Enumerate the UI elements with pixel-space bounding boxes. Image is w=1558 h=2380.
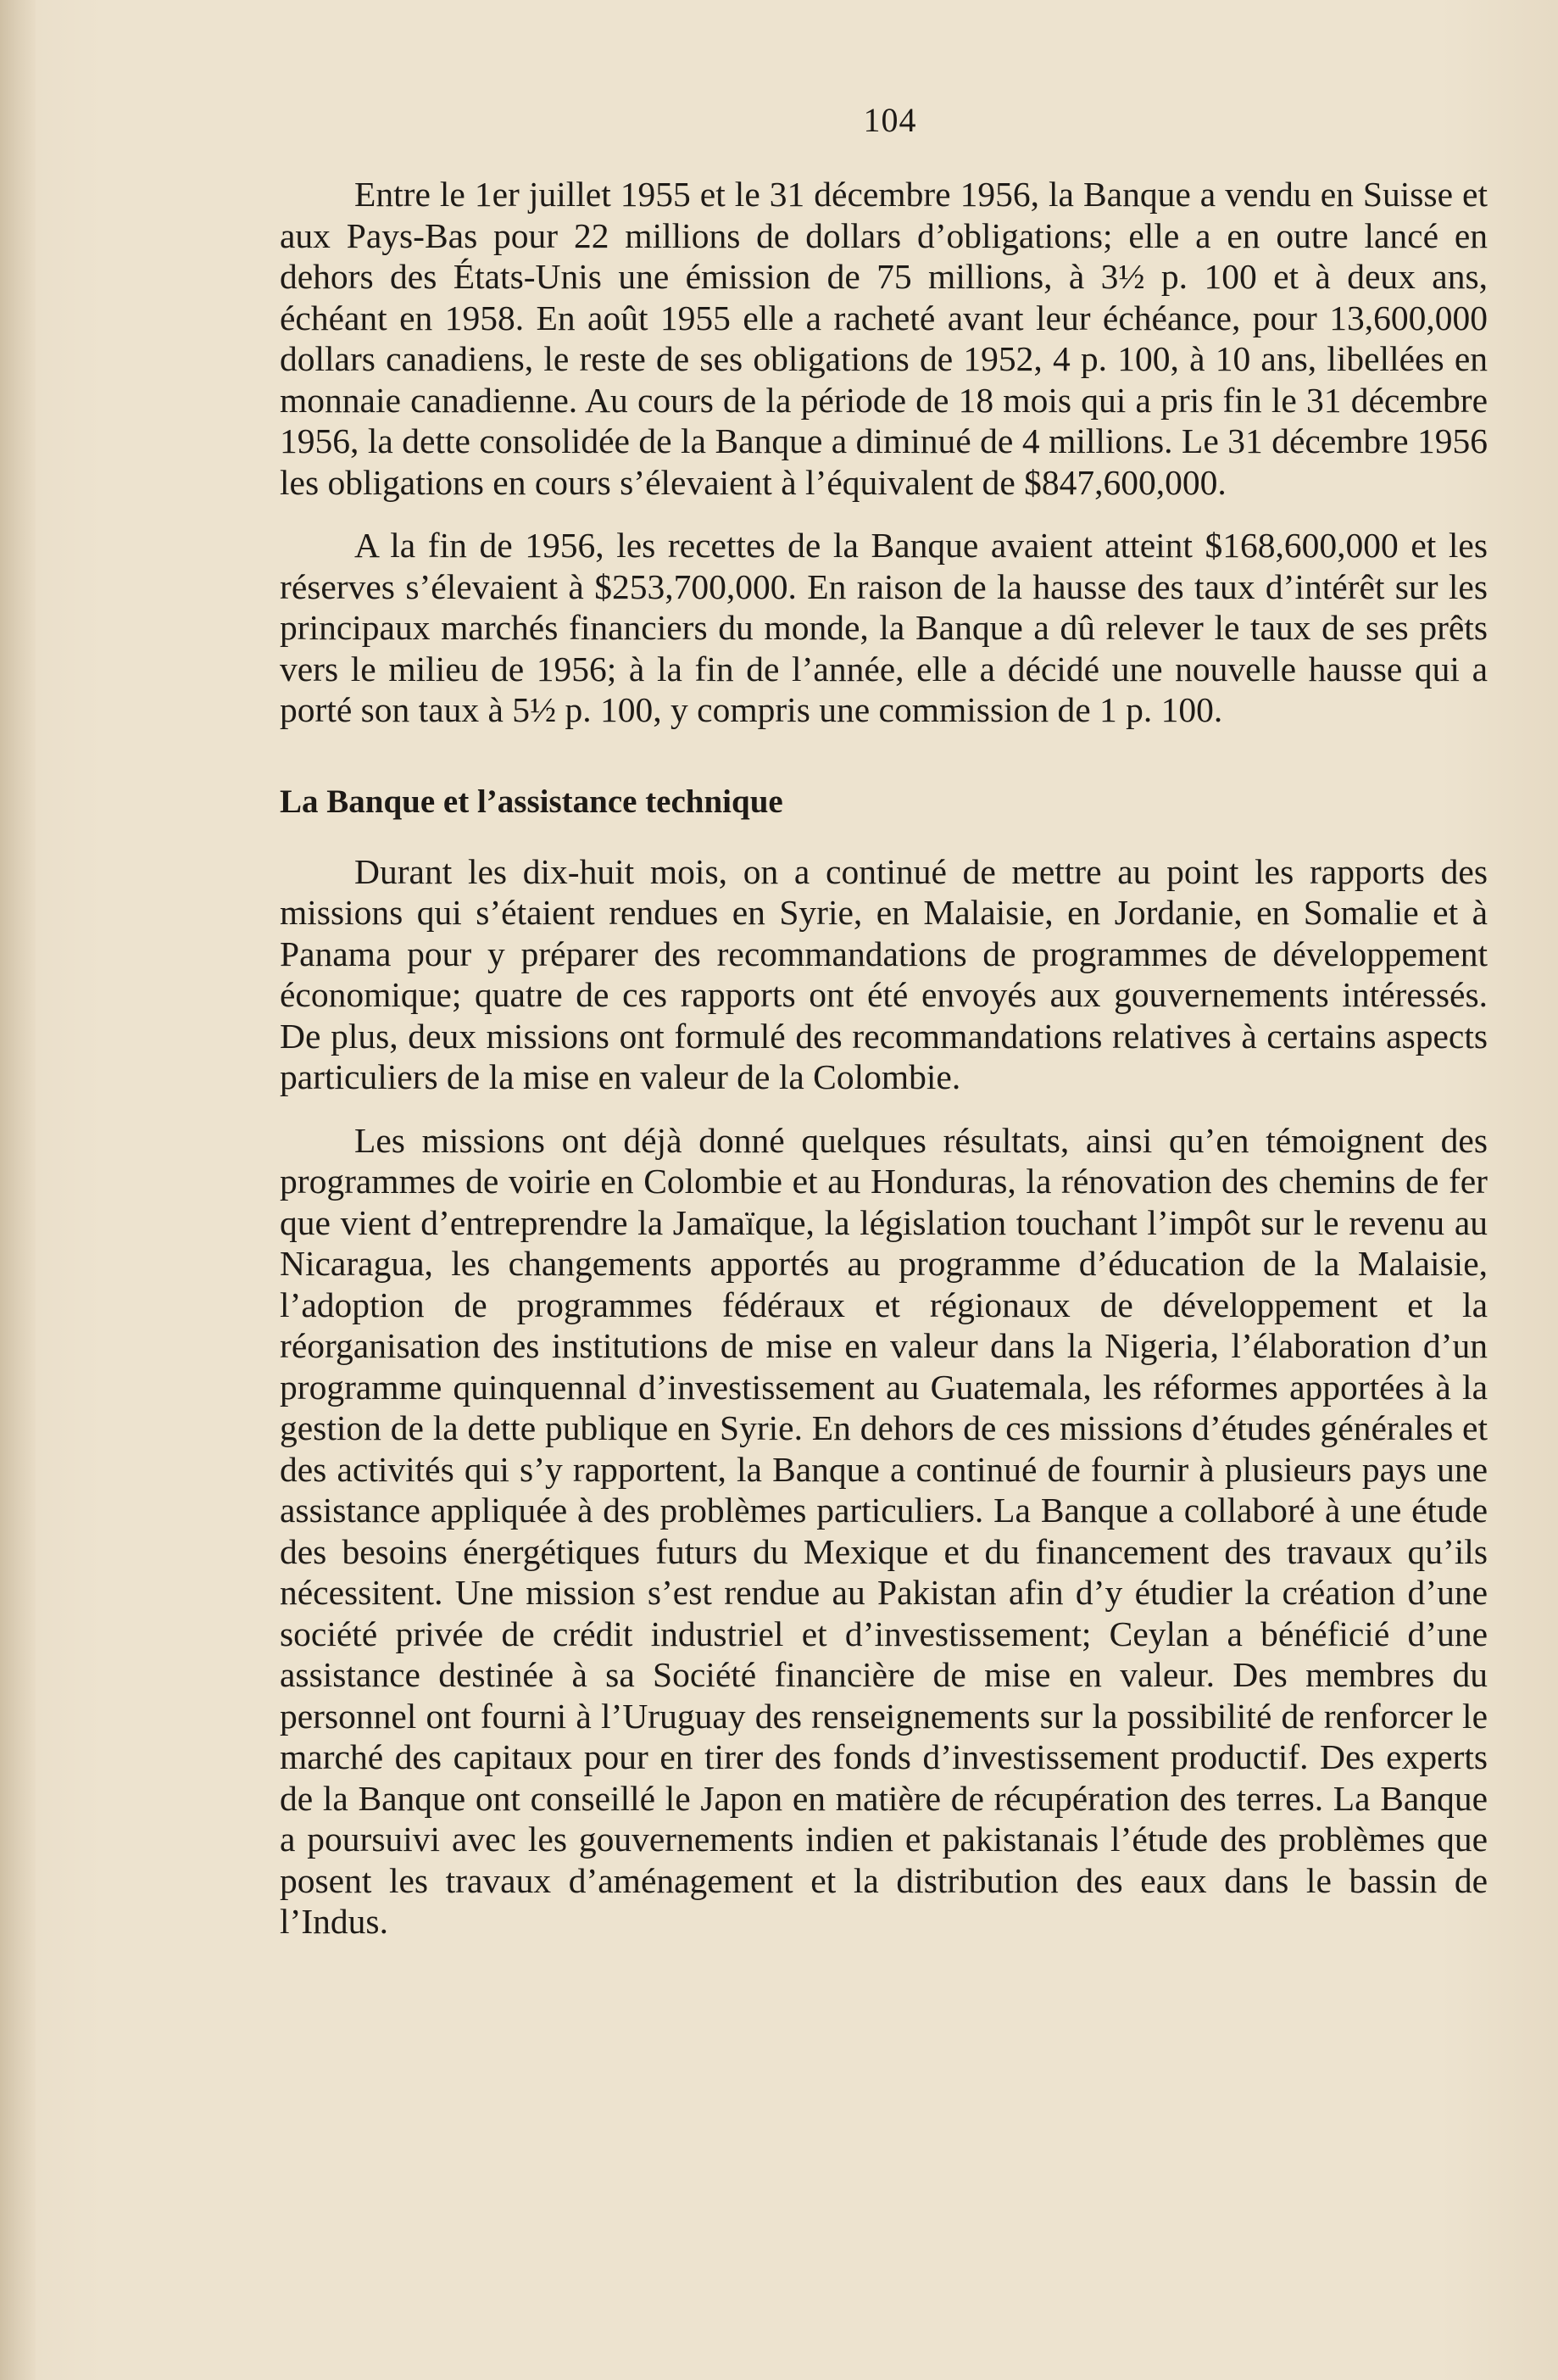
section-heading: La Banque et l’assistance technique bbox=[280, 783, 783, 820]
paragraph-earnings-reserves: A la fin de 1956, les recettes de la Banque avaient atteint $168,600,000 et les réserves s’élevaient à $253,700,000. En raison de la hausse des taux d’intérêt sur les principaux marchés financiers du monde, la Banque a dû relever le taux de ses prêts vers le milieu de 1956; à la fin de l’année, elle a décidé une nouvelle hausse qui a porté son taux à 5½ p. 100, y compris une commission de 1 p. 100. bbox=[280, 526, 1488, 729]
paragraph-mission-reports: Durant les dix-huit mois, on a continué de mettre au point les rapports des missions qui s’étaient rendues en Syrie, en Malaisie, en Jordanie, en Somalie et à Panama pour y préparer des recommandations de programmes de développement économique; quatre de ces rapports ont été envoyés aux gouvernements intéressés. De plus, deux missions ont formulé des recommandations relatives à certains aspects particuliers de la mise en valeur de la Colombie. bbox=[280, 851, 1488, 1096]
book-spine-shadow bbox=[0, 0, 36, 2380]
paragraph-mission-results: Les missions ont déjà donné quelques résultats, ainsi qu’en témoignent des programmes de voirie en Colombie et au Honduras, la rénovation des chemins de fer que vient d’entreprendre la Jamaïque, la législation touchant l’impôt sur le revenu au Nicaragua, les changements apportés au programme d’éducation de la Malaisie, l’adoption de programmes fédéraux et régionaux de développement et la réorganisation des institutions de mise en valeur dans la Nigeria, l’élaboration d’un programme quinquennal d’investissement au Guatemala, les réformes apportées à la gestion de la dette publique en Syrie. En dehors de ces missions d’études générales et des activités qui s’y rapportent, la Banque a continué de fournir à plusieurs pays une assistance appliquée à des problèmes particuliers. La Banque a collaboré à une étude des besoins énergétiques futurs du Mexique et du financement des travaux qu’ils nécessitent. Une mission s’est rendue au Pakistan afin d’y étudier la création d’une société privée de crédit industriel et d’investissement; Ceylan a bénéficié d’une assistance destinée à sa Société financière de mise en valeur. Des membres du personnel ont fourni à l’Uruguay des renseignements sur la possibilité de renforcer le marché des capitaux pour en tirer des fonds d’investissement productif. Des experts de la Banque ont conseillé le Japon en matière de récupération des terres. La Banque a poursuivi avec les gouvernements indien et pakistanais l’étude des problèmes que posent les travaux d’aménagement et la distribution des eaux dans le bassin de l’Indus. bbox=[280, 1120, 1488, 1941]
body-text bbox=[280, 174, 1488, 1942]
page-number: 104 bbox=[863, 101, 917, 139]
paragraph-bond-sales: Entre le 1er juillet 1955 et le 31 décembre 1956, la Banque a vendu en Suisse et aux Pays-Bas pour 22 millions de dollars d’obligations; elle a en outre lancé en dehors des États-Unis une émission de 75 millions, à 3½ p. 100 et à deux ans, échéant en 1958. En août 1955 elle a racheté avant leur échéance, pour 13,600,000 dollars canadiens, le reste de ses obligations de 1952, 4 p. 100, à 10 ans, libellées en monnaie canadienne. Au cours de la période de 18 mois qui a pris fin le 31 décembre 1956, la dette consolidée de la Banque a diminué de 4 millions. Le 31 décembre 1956 les obligations en cours s’élevaient à l’équivalent de $847,600,000. bbox=[280, 175, 1488, 502]
